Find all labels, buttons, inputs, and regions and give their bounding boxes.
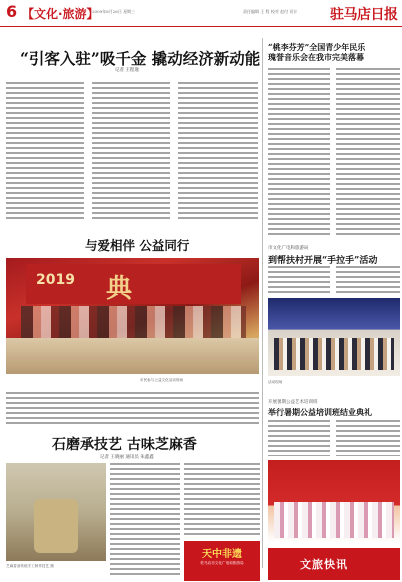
right-kicker-2: 开展暑期公益艺术培训班 [268,400,318,405]
main-body-col-3 [178,82,258,222]
right-kicker: 市文化广电和旅游局 [268,246,309,251]
main-body-col-1 [6,82,84,222]
photo-feature-headline: 与爱相伴 公益同行 [85,238,190,253]
sesame-oil-photo-caption: 芝麻香油传统手工制作技艺 摄 [6,564,54,568]
section-name: 【文化·旅游】 [22,7,99,21]
right-headline-4: 举行暑期公益培训班结业典礼 [268,407,372,417]
right-body-1a [268,68,330,236]
event-photo-caption: 市民参与公益文化活动现场 [140,378,184,382]
sesame-oil-photo [6,463,106,561]
right-body-1b [336,68,400,236]
section-number: 6 [6,2,18,21]
right-body-2b [336,266,400,294]
date-line: 2009年8月26日 星期三 [92,9,136,14]
right-body-2a [268,266,330,294]
event-photo [6,258,259,374]
photo-feature-body [6,392,259,426]
main-headline: “引客入驻”吸千金 撬动经济新动能 [20,49,261,68]
right-headline-line-1: “桃李芬芳”全国青少年民乐 [268,42,366,52]
oil-jar-shape [34,499,78,553]
right-body-3a [268,420,330,456]
main-body-col-2 [92,82,170,222]
craft-body-col-1 [110,463,180,578]
training-class-photo [268,460,400,542]
craft-byline: 记者 王晓丽 通讯员 朱鑫鑫 [100,455,154,460]
handshake-activity-photo [268,298,400,376]
culture-news-title: 文旅快讯 [300,558,348,571]
editor-info: 责任编辑 王 程 校对 赵付 设计 [243,9,298,14]
main-byline: 记者 王程逸 [115,68,139,73]
banner-character: 典 [106,274,133,304]
right-headline-line-2: 瑰誉音乐会在我市完美落幕 [268,52,364,62]
newspaper-masthead: 驻马店日报 [330,7,398,23]
craft-headline: 石磨承技艺 古味芝麻香 [52,437,197,453]
ad-subtitle: 驻马店市文化广电和旅游局 [200,561,244,565]
column-divider [262,38,263,568]
right-body-3b [336,420,400,456]
banner-year: 2019 [36,272,75,288]
right-headline-3: 到帮扶村开展“手拉手”活动 [268,256,378,266]
right-photo-caption: 活动现场 [268,380,283,384]
ad-title: 天中非遗 [202,549,242,560]
craft-body-col-2 [184,463,260,537]
